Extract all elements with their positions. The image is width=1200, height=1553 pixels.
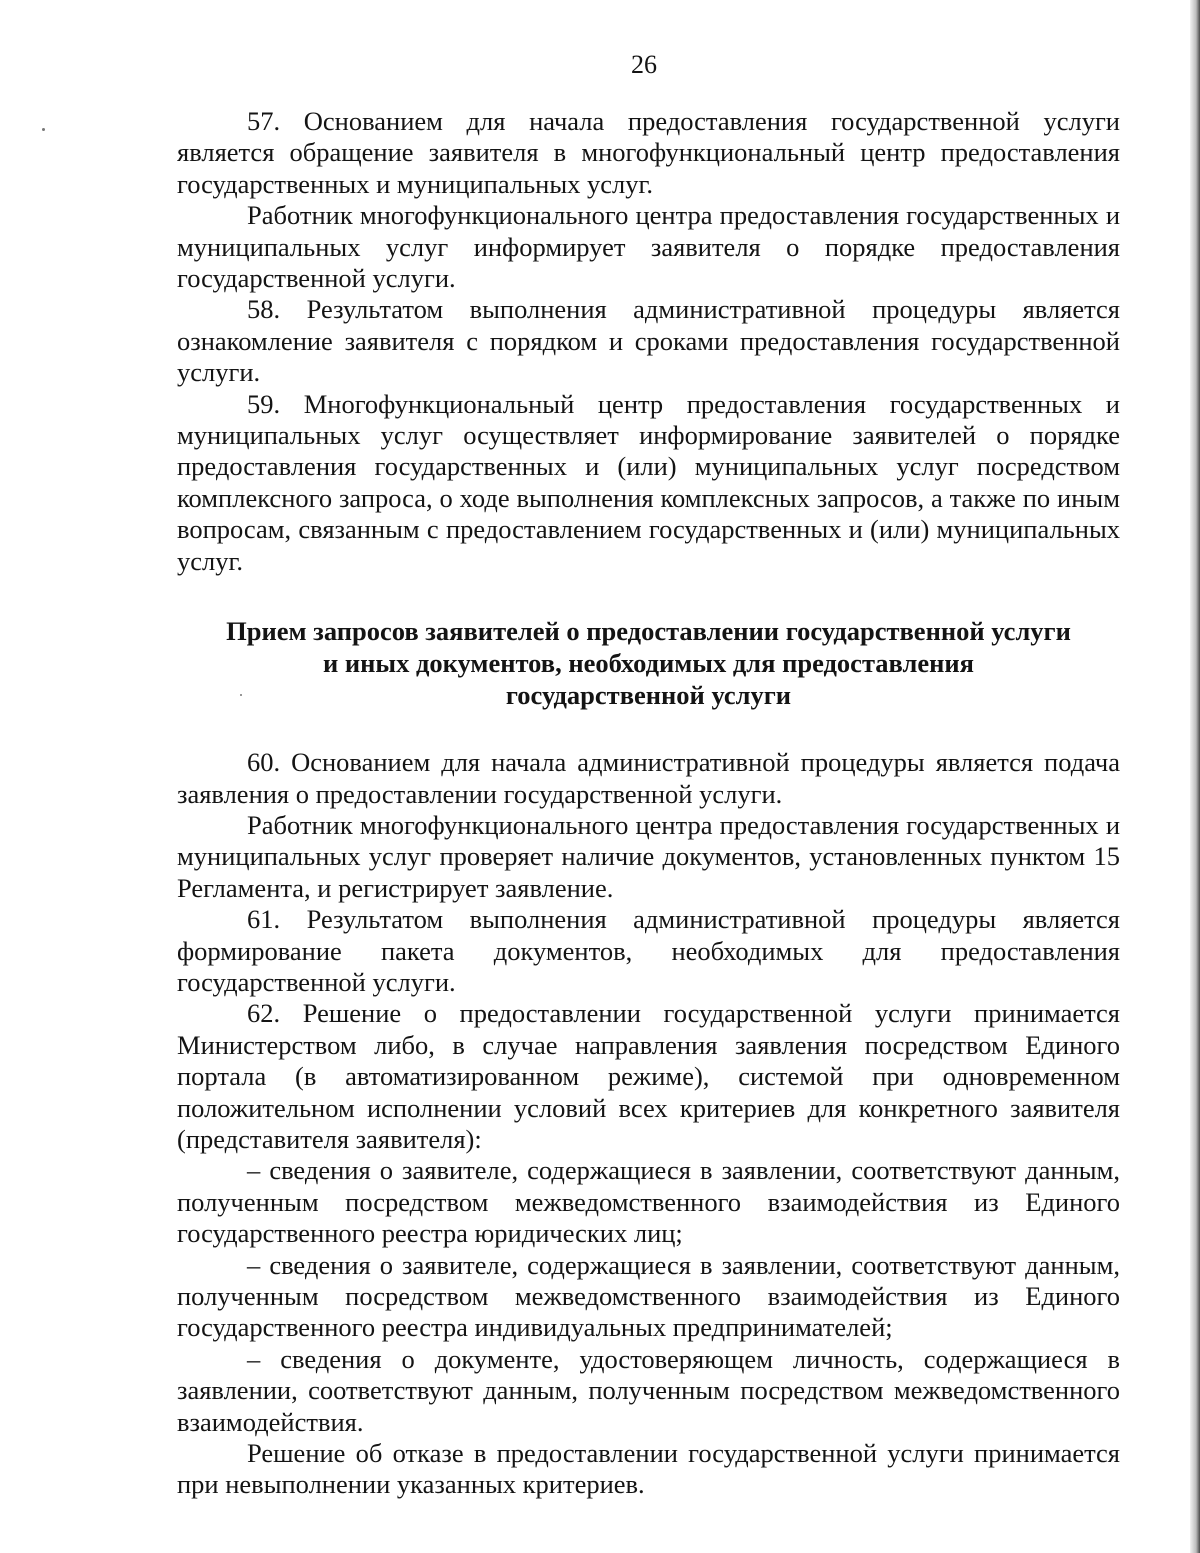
heading-line: государственной услуги [505,680,792,711]
criterion-item: – сведения о заявителе, содержащиеся в заявлении, соответствуют данным, полученным посредством межведомственного взаимодействия из Единого государственного реестра индивидуальных предпринимателей; [177,1249,1120,1343]
paragraph-refusal: Решение об отказе в предоставлении государственной услуги принимается при невыполнении указанных критериев. [177,1438,1120,1500]
criterion-item: – сведения о заявителе, содержащиеся в заявлении, соответствуют данным, полученным посредством межведомственного взаимодействия из Единого государственного реестра юридических лиц; [177,1155,1120,1249]
paragraph-57-worker: Работник многофункционального центра предоставления государственных и муниципальных услуг информирует заявителя о порядке предоставления государственной услуги. [177,200,1120,294]
paragraph-60: 60. Основанием для начала административной процедуры является подача заявления о предоставлении государственной услуги. [177,747,1120,809]
page-number: 26 [631,50,657,79]
scan-speck [42,128,45,131]
heading-line: и иных документов, необходимых для предоставления [322,648,974,679]
paragraph-61: 61. Результатом выполнения административной процедуры является формирование пакета документов, необходимых для предоставления государственной услуги. [177,904,1120,997]
criterion-item: – сведения о документе, удостоверяющем личность, содержащиеся в заявлении, соответствуют данным, полученным посредством межведомственного взаимодействия. [177,1343,1120,1437]
document-body [177,106,1120,1501]
paragraph-58: 58. Результатом выполнения административной процедуры является ознакомление заявителя с порядком и сроками предоставления государственной услуги. [177,294,1120,388]
section-heading [177,615,1120,711]
paragraph-57: 57. Основанием для начала предоставления государственной услуги является обращение заявителя в многофункциональный центр предоставления государственных и муниципальных услуг. [177,106,1120,199]
heading-line: Прием запросов заявителей о предоставлении государственной услуги [226,616,1071,647]
paragraph-60-worker: Работник многофункционального центра предоставления государственных и муниципальных услуг проверяет наличие документов, установленных пунктом 15 Регламента, и регистрирует заявление. [177,809,1120,903]
paragraph-59: 59. Многофункциональный центр предоставления государственных и муниципальных услуг осуществляет информирование заявителей о порядке предоставления государственных и (или) муниципальных услуг посредством комплексного запроса, о ходе выполнения комплексных запросов, а также по иным вопросам, связанным с предоставлением государственных и (или) муниципальных услуг. [177,388,1120,576]
paragraph-62: 62. Решение о предоставлении государственной услуги принимается Министерством либо, в случае направления заявления посредством Единого портала (в автоматизированном режиме), системой при одновременном положительном исполнении условий всех критериев для конкретного заявителя (представителя заявителя): [177,998,1120,1154]
scan-edge [1190,0,1200,1553]
